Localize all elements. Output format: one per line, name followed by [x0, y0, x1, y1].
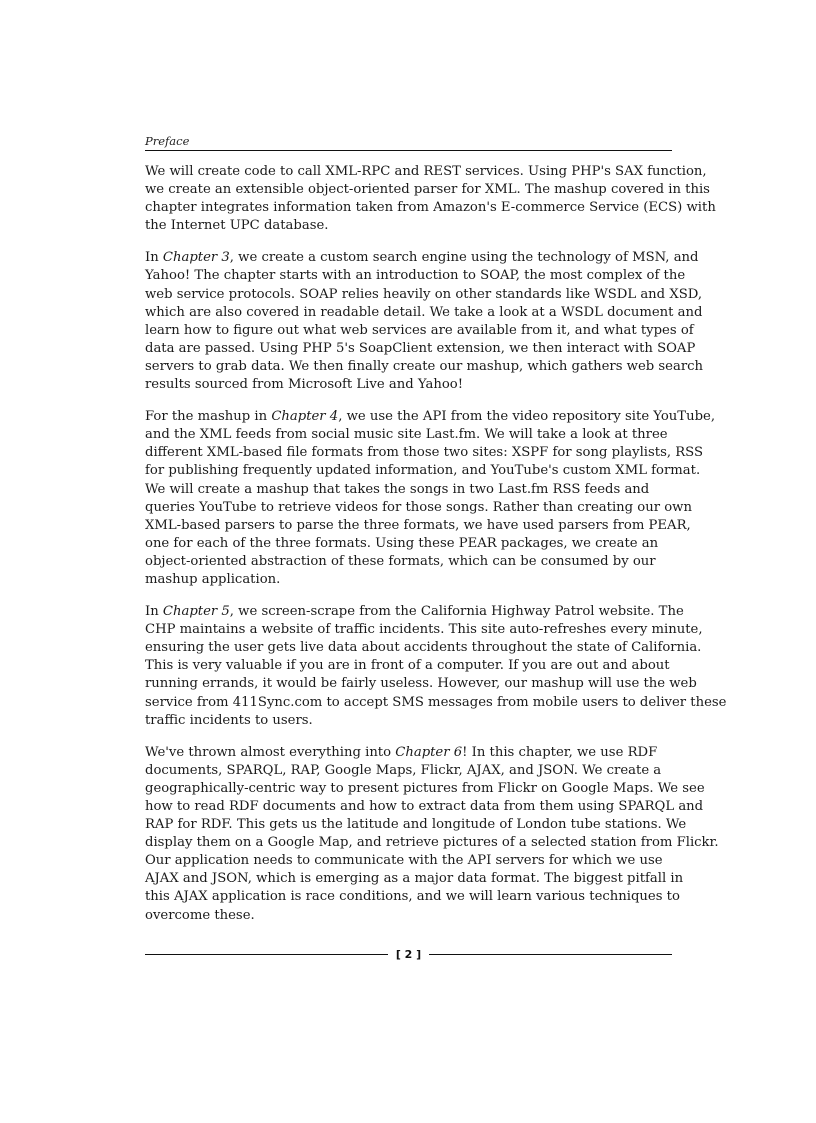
body-paragraph [145, 744, 719, 925]
text-run: this AJAX application is race conditions, and we will learn various techniques to [145, 889, 680, 905]
running-header [145, 134, 672, 151]
text-line [145, 444, 704, 462]
page-body [145, 163, 727, 939]
text-run: AJAX and JSON, which is emerging as a major data format. The biggest pitfall in [145, 871, 684, 887]
text-run: data are passed. Using PHP 5's SoapClient extension, we then interact with SOAP [145, 340, 696, 356]
text-run: overcome these. [145, 907, 255, 923]
text-run: traffic incidents to users. [145, 712, 313, 728]
text-line [145, 816, 687, 834]
text-run: We will create code to call XML-RPC and REST services. Using PHP's SAX function, [145, 164, 707, 179]
page-footer [145, 944, 672, 964]
text-run: display them on a Google Map, and retrieve pictures of a selected station from Flickr. [145, 835, 719, 851]
body-paragraph [145, 603, 727, 730]
text-line [145, 163, 707, 181]
text-run: web service protocols. SOAP relies heavily on other standards like WSDL and XSD, [145, 286, 703, 302]
text-line [145, 762, 672, 780]
text-line [145, 639, 702, 657]
page-number: [ 2 ] [395, 947, 422, 961]
text-line [145, 675, 697, 693]
text-line [145, 553, 672, 571]
text-run: We will create a mashup that takes the songs in two Last.fm RSS feeds and [145, 481, 650, 497]
text-line [145, 798, 704, 816]
chapter-reference: Chapter 6 [395, 744, 463, 760]
text-run: For the mashup in [145, 409, 272, 425]
text-line [145, 571, 672, 589]
text-line [145, 249, 699, 267]
text-line [145, 499, 692, 517]
text-run: ! In this chapter, we use RDF [462, 744, 658, 760]
running-header-title: Preface [145, 134, 190, 148]
text-run: In [145, 250, 163, 266]
text-line [145, 340, 696, 358]
text-line [145, 621, 703, 639]
body-paragraph [145, 408, 716, 589]
text-run: for publishing frequently updated information, and YouTube's custom XML format. [145, 463, 701, 479]
text-run: XML-based parsers to parse the three formats, we have used parsers from PEAR, [145, 517, 691, 533]
text-run: chapter integrates information taken from Amazon's E-commerce Service (ECS) with [145, 200, 716, 216]
text-line [145, 834, 719, 852]
text-line [145, 217, 672, 235]
text-run: we create an extensible object-oriented parser for XML. The mashup covered in this [145, 182, 710, 198]
text-line [145, 517, 691, 535]
text-run: , we screen-scrape from the California Highway Patrol website. The [229, 604, 684, 620]
body-paragraph [145, 249, 704, 394]
text-run: results sourced from Microsoft Live and Yahoo! [145, 377, 464, 393]
text-run: running errands, it would be fairly useless. However, our mashup will use the web [145, 676, 697, 692]
chapter-reference: Chapter 4 [271, 409, 339, 425]
text-line [145, 358, 704, 376]
text-run: mashup application. [145, 571, 281, 587]
text-run: geographically-centric way to present pictures from Flickr on Google Maps. We see [145, 780, 705, 796]
text-line [145, 481, 672, 499]
text-run: which are also covered in readable detail. We take a look at a WSDL document and [145, 304, 703, 320]
text-line [145, 462, 701, 480]
text-line [145, 852, 672, 870]
text-run: queries YouTube to retrieve videos for those songs. Rather than creating our own [145, 499, 692, 515]
footer-rule-left [145, 954, 388, 955]
text-line [145, 199, 716, 217]
text-line [145, 322, 694, 340]
text-run: service from 411Sync.com to accept SMS messages from mobile users to deliver these [145, 694, 727, 710]
text-line [145, 304, 703, 322]
footer-rule-right [429, 954, 672, 955]
text-run: different XML-based file formats from those two sites: XSPF for song playlists, RSS [145, 445, 704, 461]
text-line [145, 712, 672, 730]
body-paragraph [145, 163, 716, 235]
text-line [145, 744, 672, 762]
text-run: one for each of the three formats. Using these PEAR packages, we create an [145, 535, 659, 551]
text-run: servers to grab data. We then finally create our mashup, which gathers web search [145, 358, 704, 374]
text-line [145, 181, 710, 199]
text-run: ensuring the user gets live data about accidents throughout the state of California. [145, 640, 702, 656]
text-line [145, 907, 672, 925]
text-line [145, 694, 727, 712]
text-line [145, 870, 684, 888]
text-line [145, 603, 684, 621]
text-run: We've thrown almost everything into [145, 744, 396, 760]
text-run: , we create a custom search engine using the technology of MSN, and [229, 250, 699, 266]
chapter-reference: Chapter 3 [162, 250, 230, 266]
text-run: Our application needs to communicate with the API servers for which we use [145, 853, 663, 869]
text-run: In [145, 604, 163, 620]
text-run: This is very valuable if you are in front of a computer. If you are out and about [145, 658, 670, 674]
text-run: how to read RDF documents and how to extract data from them using SPARQL and [145, 799, 704, 814]
text-line [145, 286, 703, 304]
text-line [145, 780, 705, 798]
text-run: learn how to figure out what web services are available from it, and what types of [145, 322, 694, 338]
text-run: CHP maintains a website of traffic incidents. This site auto-refreshes every minute, [145, 622, 703, 638]
text-line [145, 535, 672, 553]
text-run: object-oriented abstraction of these formats, which can be consumed by our [145, 553, 656, 569]
text-run: Yahoo! The chapter starts with an introduction to SOAP, the most complex of the [145, 268, 686, 284]
text-run: and the XML feeds from social music site Last.fm. We will take a look at three [145, 427, 668, 443]
text-line [145, 888, 680, 906]
text-line [145, 267, 686, 285]
text-line [145, 408, 716, 426]
text-run: RAP for RDF. This gets us the latitude and longitude of London tube stations. We [145, 817, 687, 833]
chapter-reference: Chapter 5 [162, 604, 230, 620]
text-run: the Internet UPC database. [145, 218, 329, 234]
text-line [145, 657, 672, 675]
text-line [145, 426, 672, 444]
text-line [145, 376, 672, 394]
text-run: , we use the API from the video repository site YouTube, [338, 409, 716, 425]
text-run: documents, SPARQL, RAP, Google Maps, Flickr, AJAX, and JSON. We create a [145, 762, 662, 778]
